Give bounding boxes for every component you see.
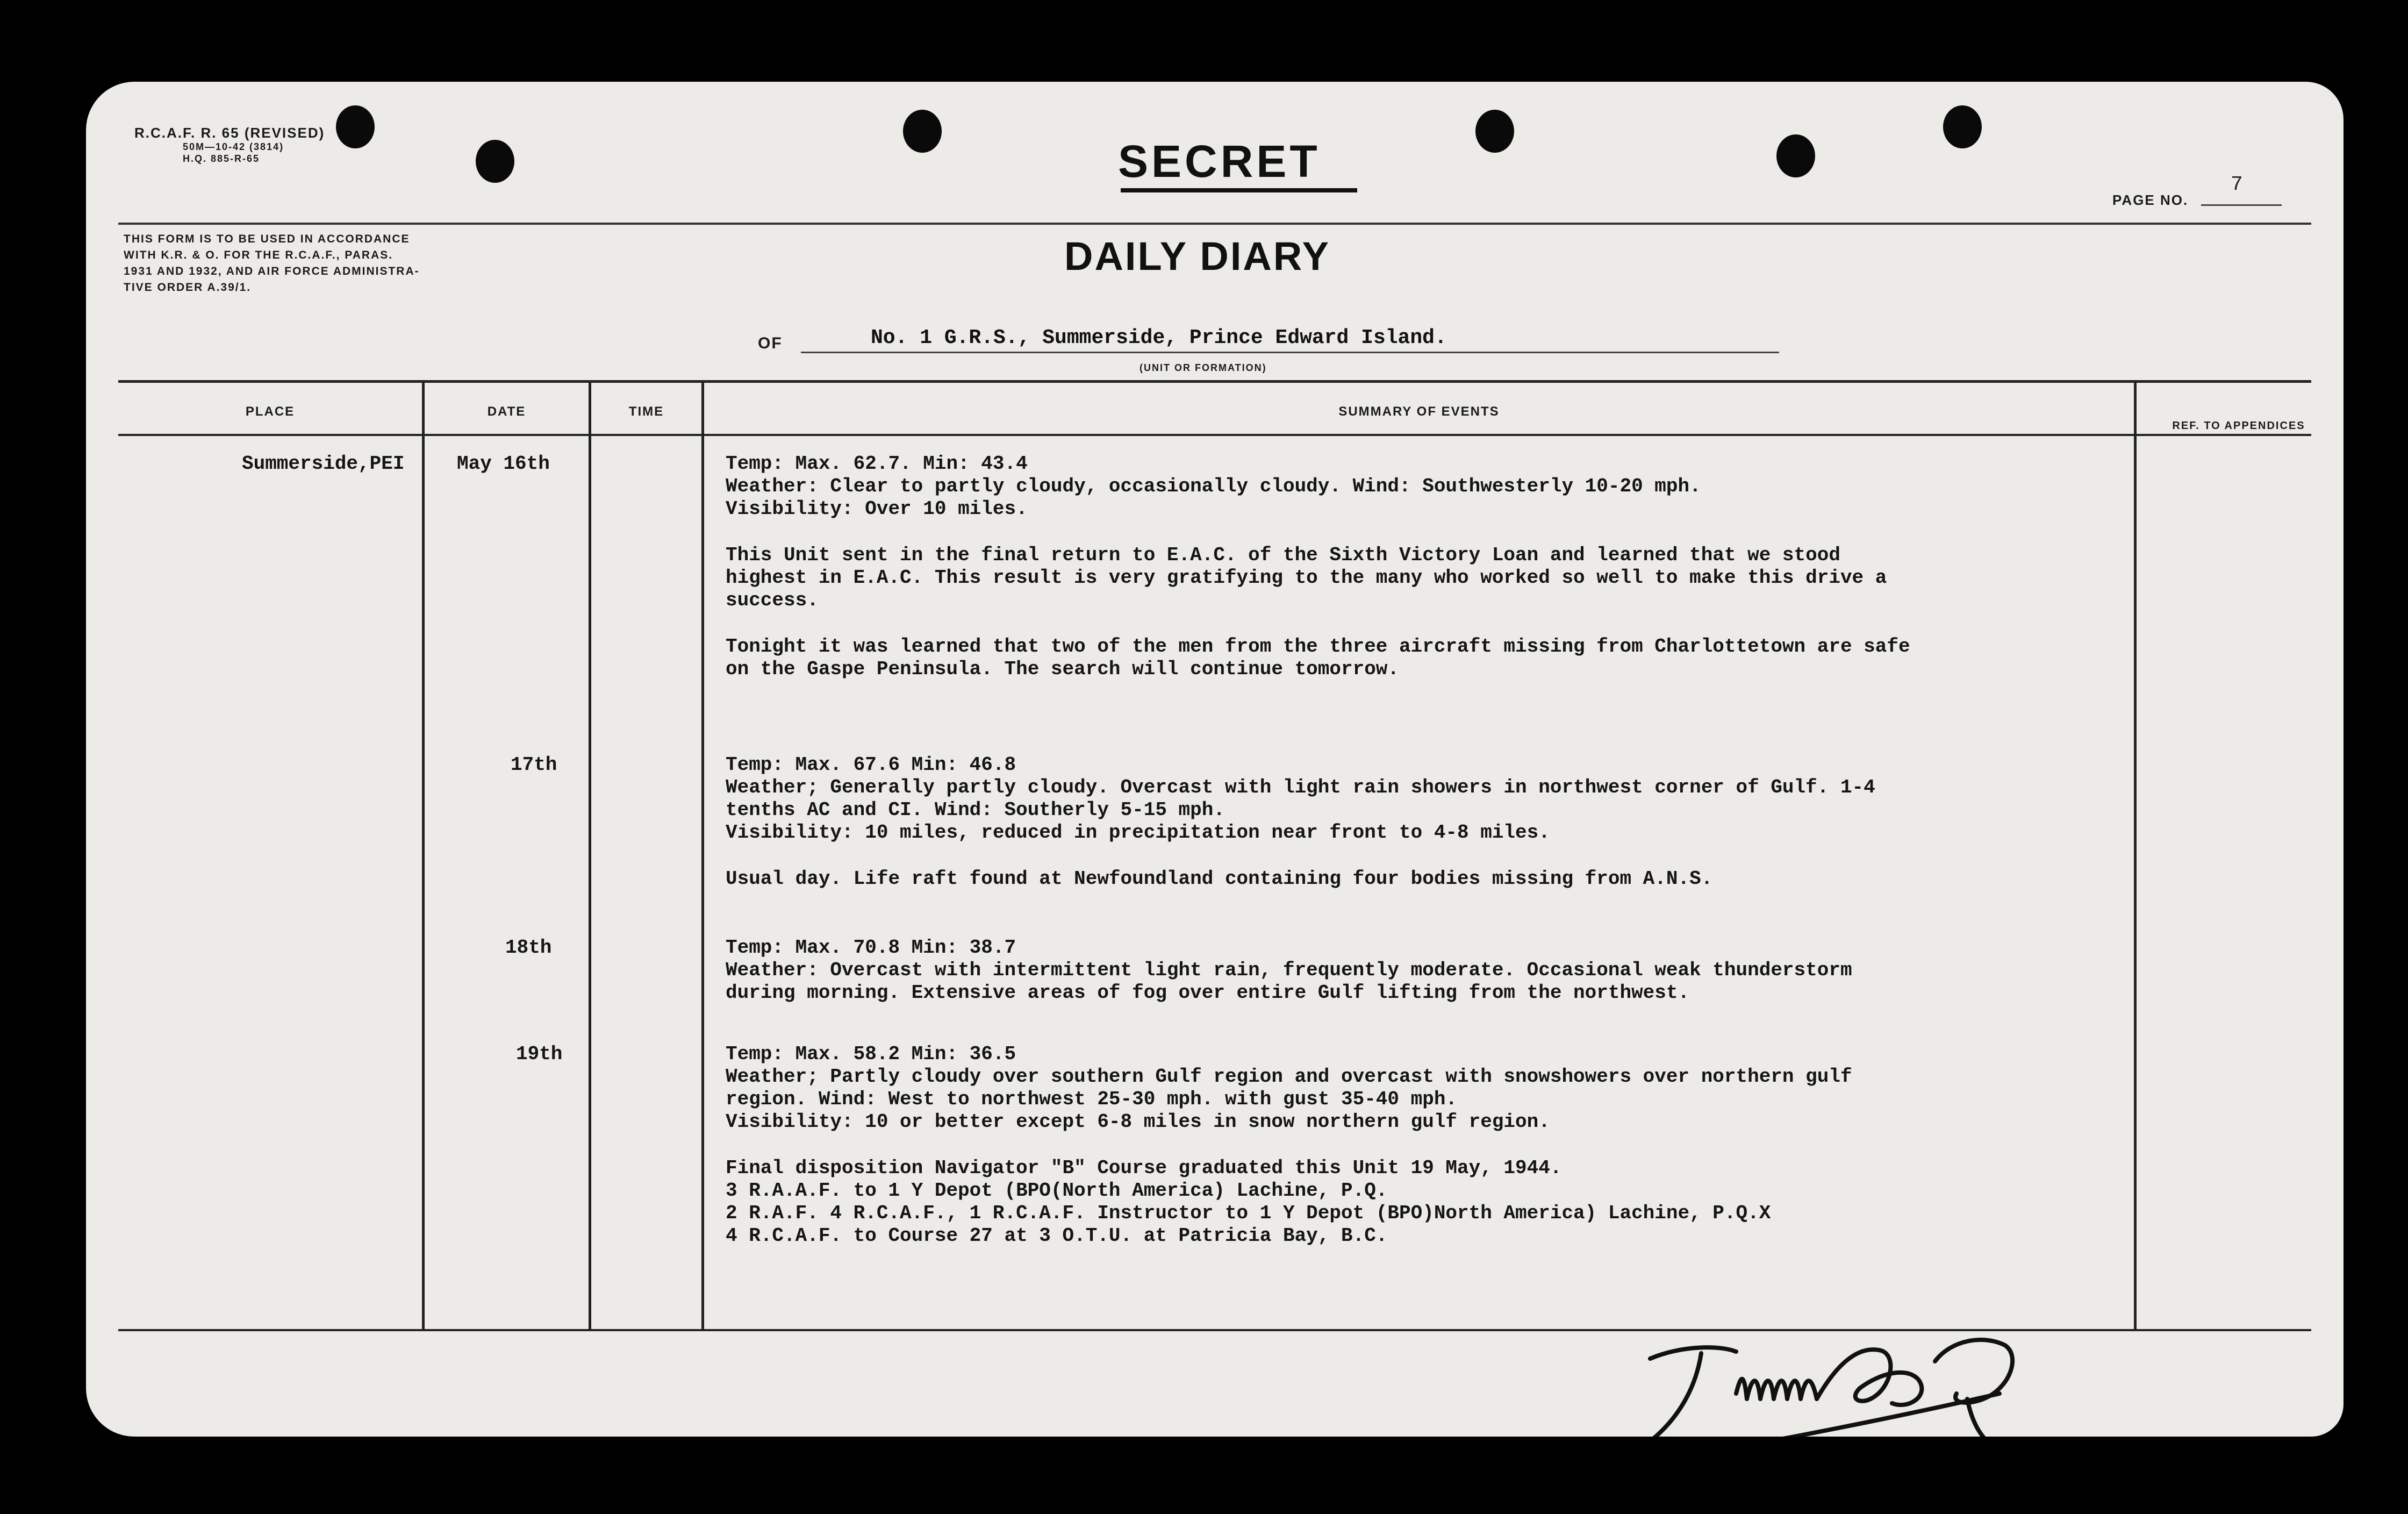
column-header-place: PLACE (245, 404, 295, 419)
form-reference-line: H.Q. 885-R-65 (183, 153, 260, 164)
page-title: DAILY DIARY (1064, 234, 1330, 278)
column-divider (589, 380, 591, 1329)
page-number-label: PAGE NO. (2112, 192, 2189, 208)
summary-line: Temp: Max. 62.7. Min: 43.4 (726, 453, 1028, 475)
secret-heading: SECRET (1118, 136, 1321, 187)
diary-page (86, 82, 2344, 1437)
usage-note (124, 231, 618, 296)
of-label: OF (758, 334, 783, 352)
date-cell: 19th (516, 1043, 563, 1065)
column-divider (422, 380, 425, 1329)
form-reference-line: R.C.A.F. R. 65 (REVISED) (134, 125, 325, 141)
summary-line: 2 R.A.F. 4 R.C.A.F., 1 R.C.A.F. Instructor to 1 Y Depot (BPO)North America) Lachine, P.Q.X (726, 1202, 1771, 1224)
summary-line: Weather; Generally partly cloudy. Overcast with light rain showers in northwest corner of Gulf. 1-4 (726, 776, 1875, 798)
summary-line: on the Gaspe Peninsula. The search will continue tomorrow. (726, 658, 1400, 680)
column-header-time: TIME (628, 404, 664, 419)
header-rule (118, 223, 2311, 225)
punch-hole (1943, 105, 1982, 148)
date-cell: 17th (511, 754, 557, 776)
punch-hole (1776, 134, 1815, 177)
usage-note-line: THIS FORM IS TO BE USED IN ACCORDANCE (124, 233, 410, 245)
summary-line: Weather: Clear to partly cloudy, occasionally cloudy. Wind: Southwesterly 10-20 mph. (726, 475, 1701, 497)
handwritten-signature (1559, 1265, 2107, 1437)
summary-line: tenths AC and CI. Wind: Southerly 5-15 mph. (726, 799, 1225, 821)
page-number: 7 (2231, 173, 2243, 196)
summary-line: Visibility: 10 miles, reduced in precipitation near front to 4-8 miles. (726, 822, 1550, 844)
summary-line: during morning. Extensive areas of fog over entire Gulf lifting from the northwest. (726, 982, 1690, 1004)
summary-line: highest in E.A.C. This result is very gratifying to the many who worked so well to make this drive a (726, 567, 1887, 589)
summary-line: Visibility: 10 or better except 6-8 miles in snow northern gulf region. (726, 1111, 1550, 1133)
punch-hole (1475, 110, 1514, 153)
summary-line: Usual day. Life raft found at Newfoundland containing four bodies missing from A.N.S. (726, 868, 1713, 890)
summary-line: Temp: Max. 70.8 Min: 38.7 (726, 937, 1016, 959)
summary-line: 4 R.C.A.F. to Course 27 at 3 O.T.U. at Patricia Bay, B.C. (726, 1225, 1388, 1247)
summary-line: Weather; Partly cloudy over southern Gulf region and overcast with snowshowers over northern gulf (726, 1066, 1852, 1088)
place-cell: Summerside,PEI (242, 453, 405, 475)
usage-note-line: WITH K.R. & O. FOR THE R.C.A.F., PARAS. (124, 249, 393, 261)
column-divider (2134, 380, 2137, 1329)
column-header-ref: REF. TO APPENDICES (2172, 420, 2305, 432)
date-cell: May 16th (457, 453, 550, 475)
summary-line: success. (726, 589, 819, 611)
punch-hole (336, 105, 375, 148)
date-cell: 18th (505, 937, 552, 959)
column-header-date: DATE (487, 404, 526, 419)
usage-note-line: 1931 AND 1932, AND AIR FORCE ADMINISTRA- (124, 265, 420, 277)
punch-hole (476, 140, 514, 183)
table-top-rule (118, 380, 2311, 383)
summary-line: Final disposition Navigator "B" Course graduated this Unit 19 May, 1944. (726, 1157, 1562, 1179)
punch-hole (903, 110, 942, 153)
secret-underline (1121, 188, 1357, 192)
unit-caption: (UNIT OR FORMATION) (1140, 362, 1267, 373)
summary-line: Temp: Max. 58.2 Min: 36.5 (726, 1043, 1016, 1065)
form-reference (134, 125, 325, 165)
column-header-summary: SUMMARY OF EVENTS (1338, 404, 1500, 419)
summary-line: Visibility: Over 10 miles. (726, 498, 1028, 520)
page-number-line (2201, 204, 2282, 206)
summary-line: 3 R.A.A.F. to 1 Y Depot (BPO(North America) Lachine, P.Q. (726, 1180, 1388, 1202)
summary-line: This Unit sent in the final return to E.A.C. of the Sixth Victory Loan and learned that we stood (726, 544, 1840, 566)
summary-line: region. Wind: West to northwest 25-30 mph. with gust 35-40 mph. (726, 1088, 1458, 1110)
unit-name: No. 1 G.R.S., Summerside, Prince Edward Island. (871, 326, 1447, 349)
usage-note-line: TIVE ORDER A.39/1. (124, 281, 252, 294)
summary-line: Weather: Overcast with intermittent light rain, frequently moderate. Occasional weak thunderstorm (726, 959, 1852, 981)
summary-line: Temp: Max. 67.6 Min: 46.8 (726, 754, 1016, 776)
table-header-rule (118, 434, 2311, 436)
unit-underline (801, 352, 1779, 353)
summary-line: Tonight it was learned that two of the men from the three aircraft missing from Charlottetown are safe (726, 635, 1910, 658)
column-divider (701, 380, 704, 1329)
form-reference-line: 50M—10-42 (3814) (183, 141, 284, 152)
